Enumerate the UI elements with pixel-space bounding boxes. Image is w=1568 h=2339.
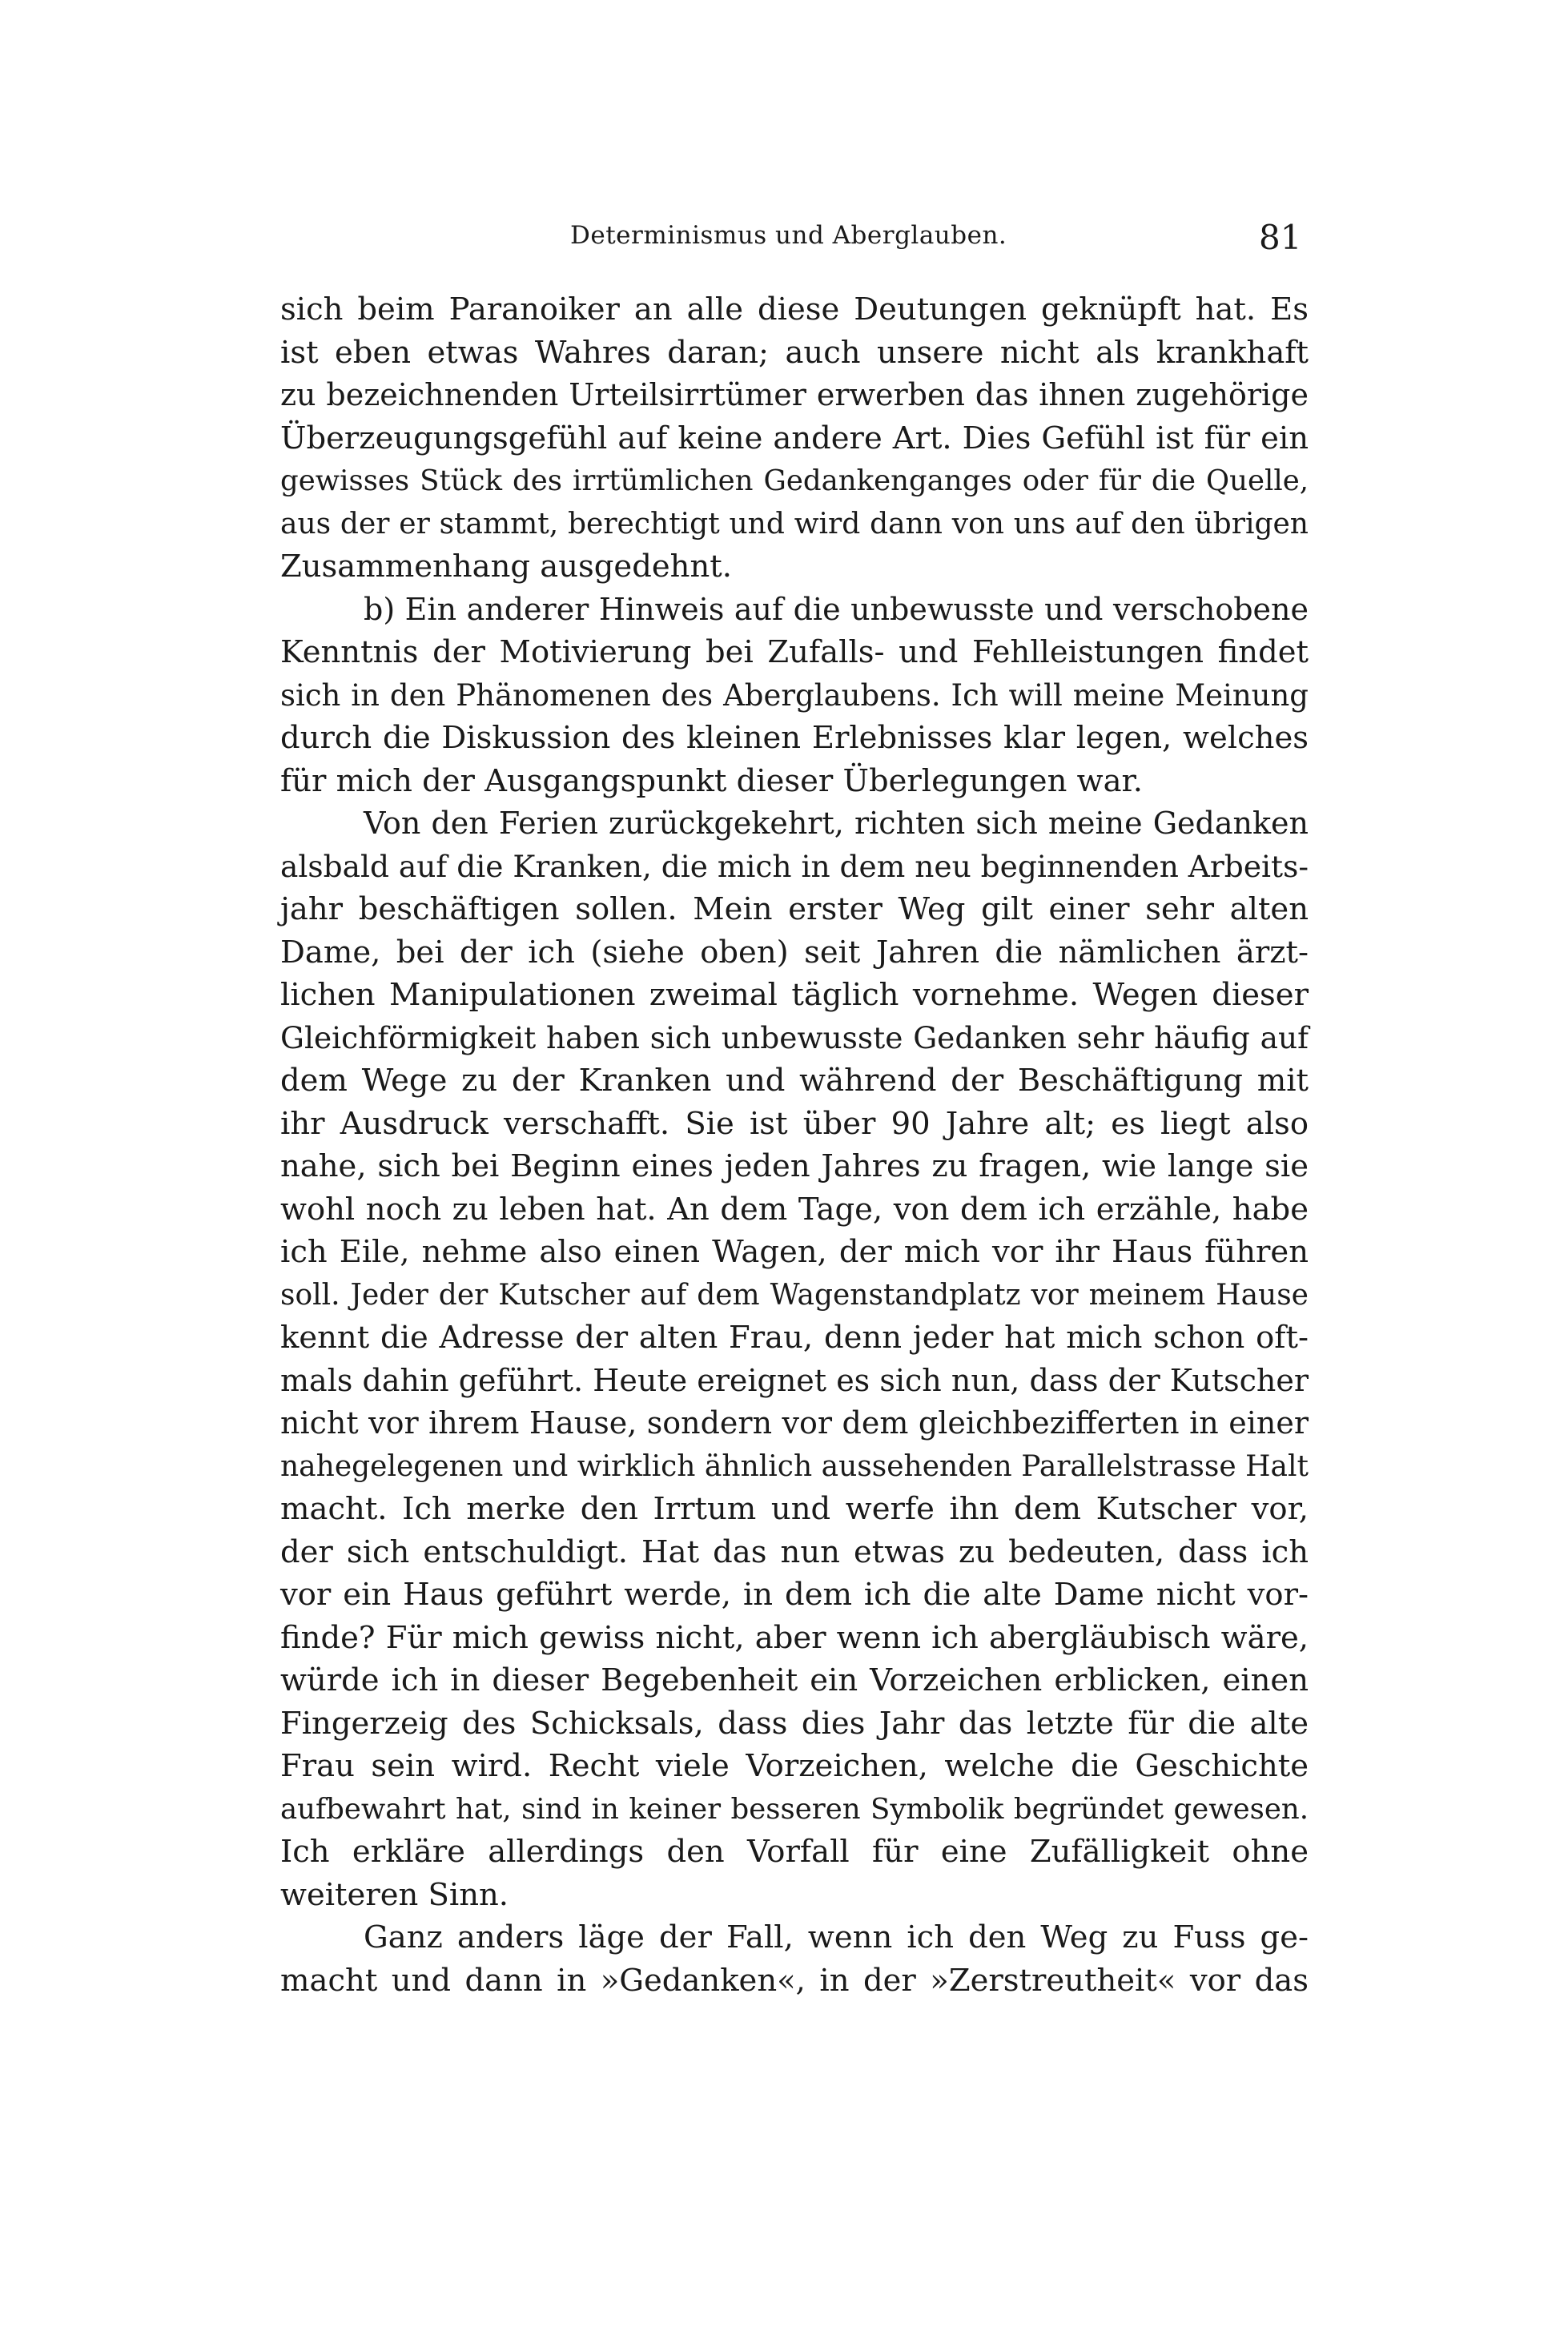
- text-line: gewisses Stück des irrtümlichen Gedankenganges oder für die Quelle,: [280, 464, 1309, 497]
- text-line: dem Wege zu der Kranken und während der Beschäftigung mit: [280, 1063, 1309, 1099]
- text-line: Zusammenhang ausgedehnt.: [280, 549, 732, 585]
- text-line: nicht vor ihrem Hause, sondern vor dem gleichbezifferten in einer: [280, 1405, 1309, 1441]
- text-line: jahr beschäftigen sollen. Mein erster Weg gilt einer sehr alten: [280, 891, 1309, 927]
- text-line: soll. Jeder der Kutscher auf dem Wagenstandplatz vor meinem Hause: [280, 1278, 1309, 1312]
- running-title: Determinismus und Aberglauben.: [570, 221, 1007, 250]
- text-line: wohl noch zu leben hat. An dem Tage, von dem ich erzähle, habe: [280, 1191, 1309, 1228]
- text-line: lichen Manipulationen zweimal täglich vornehme. Wegen dieser: [280, 977, 1309, 1013]
- text-line: Ich erkläre allerdings den Vorfall für eine Zufälligkeit ohne: [280, 1834, 1309, 1870]
- text-line: aus der er stammt, berechtigt und wird dann von uns auf den übrigen: [280, 507, 1309, 541]
- text-line: sich in den Phänomenen des Aberglaubens. Ich will meine Meinung: [280, 677, 1309, 713]
- text-line: weiteren Sinn.: [280, 1876, 509, 1913]
- text-line: finde? Für mich gewiss nicht, aber wenn ich abergläubisch wäre,: [280, 1619, 1309, 1656]
- text-line: Fingerzeig des Schicksals, dass dies Jahr das letzte für die alte: [280, 1705, 1309, 1742]
- text-line: macht. Ich merke den Irrtum und werfe ihn dem Kutscher vor,: [280, 1491, 1309, 1527]
- text-line: zu bezeichnenden Urteilsirrtümer erwerben das ihnen zugehörige: [280, 377, 1309, 412]
- text-line: Ganz anders läge der Fall, wenn ich den Weg zu Fuss ge-: [364, 1919, 1309, 1955]
- body-text: [280, 288, 1309, 2002]
- text-line: mals dahin geführt. Heute ereignet es sich nun, dass der Kutscher: [280, 1362, 1309, 1398]
- text-line: aufbewahrt hat, sind in keiner besseren Symbolik begründet gewesen.: [280, 1792, 1309, 1826]
- text-line: Von den Ferien zurückgekehrt, richten sich meine Gedanken: [364, 806, 1309, 841]
- text-line: Überzeugungsgefühl auf keine andere Art. Dies Gefühl ist für ein: [280, 420, 1309, 456]
- text-line: b) Ein anderer Hinweis auf die unbewusste und verschobene: [364, 591, 1309, 627]
- text-line: durch die Diskussion des kleinen Erlebnisses klar legen, welches: [280, 720, 1309, 756]
- page-header: [0, 218, 1568, 266]
- text-line: würde ich in dieser Begebenheit ein Vorzeichen erblicken, einen: [280, 1662, 1309, 1698]
- text-line: Gleichförmigkeit haben sich unbewusste Gedanken sehr häufig auf: [280, 1019, 1309, 1055]
- text-line: nahe, sich bei Beginn eines jeden Jahres zu fragen, wie lange sie: [280, 1148, 1309, 1184]
- page-number: 81: [1259, 218, 1302, 257]
- text-line: nahegelegenen und wirklich ähnlich aussehenden Parallelstrasse Halt: [280, 1449, 1309, 1483]
- text-line: ich Eile, nehme also einen Wagen, der mich vor ihr Haus führen: [280, 1234, 1309, 1270]
- text-line: für mich der Ausgangspunkt dieser Überlegungen war.: [280, 762, 1143, 799]
- text-line: alsbald auf die Kranken, die mich in dem neu beginnenden Arbeits-: [280, 848, 1309, 884]
- text-line: vor ein Haus geführt werde, in dem ich die alte Dame nicht vor-: [280, 1577, 1309, 1613]
- text-line: Frau sein wird. Recht viele Vorzeichen, welche die Geschichte: [280, 1748, 1309, 1784]
- text-line: der sich entschuldigt. Hat das nun etwas zu bedeuten, dass ich: [280, 1533, 1309, 1570]
- text-line: Kenntnis der Motivierung bei Zufalls- und Fehlleistungen findet: [280, 634, 1309, 670]
- text-line: sich beim Paranoiker an alle diese Deutungen geknüpft hat. Es: [280, 291, 1309, 328]
- text-line: macht und dann in »Gedanken«, in der »Zerstreutheit« vor das: [280, 1962, 1309, 1999]
- text-line: ihr Ausdruck verschafft. Sie ist über 90 Jahre alt; es liegt also: [280, 1105, 1309, 1142]
- text-line: ist eben etwas Wahres daran; auch unsere nicht als krankhaft: [280, 334, 1309, 371]
- text-line: Dame, bei der ich (siehe oben) seit Jahren die nämlichen ärzt-: [280, 934, 1309, 971]
- text-line: kennt die Adresse der alten Frau, denn jeder hat mich schon oft-: [280, 1320, 1309, 1356]
